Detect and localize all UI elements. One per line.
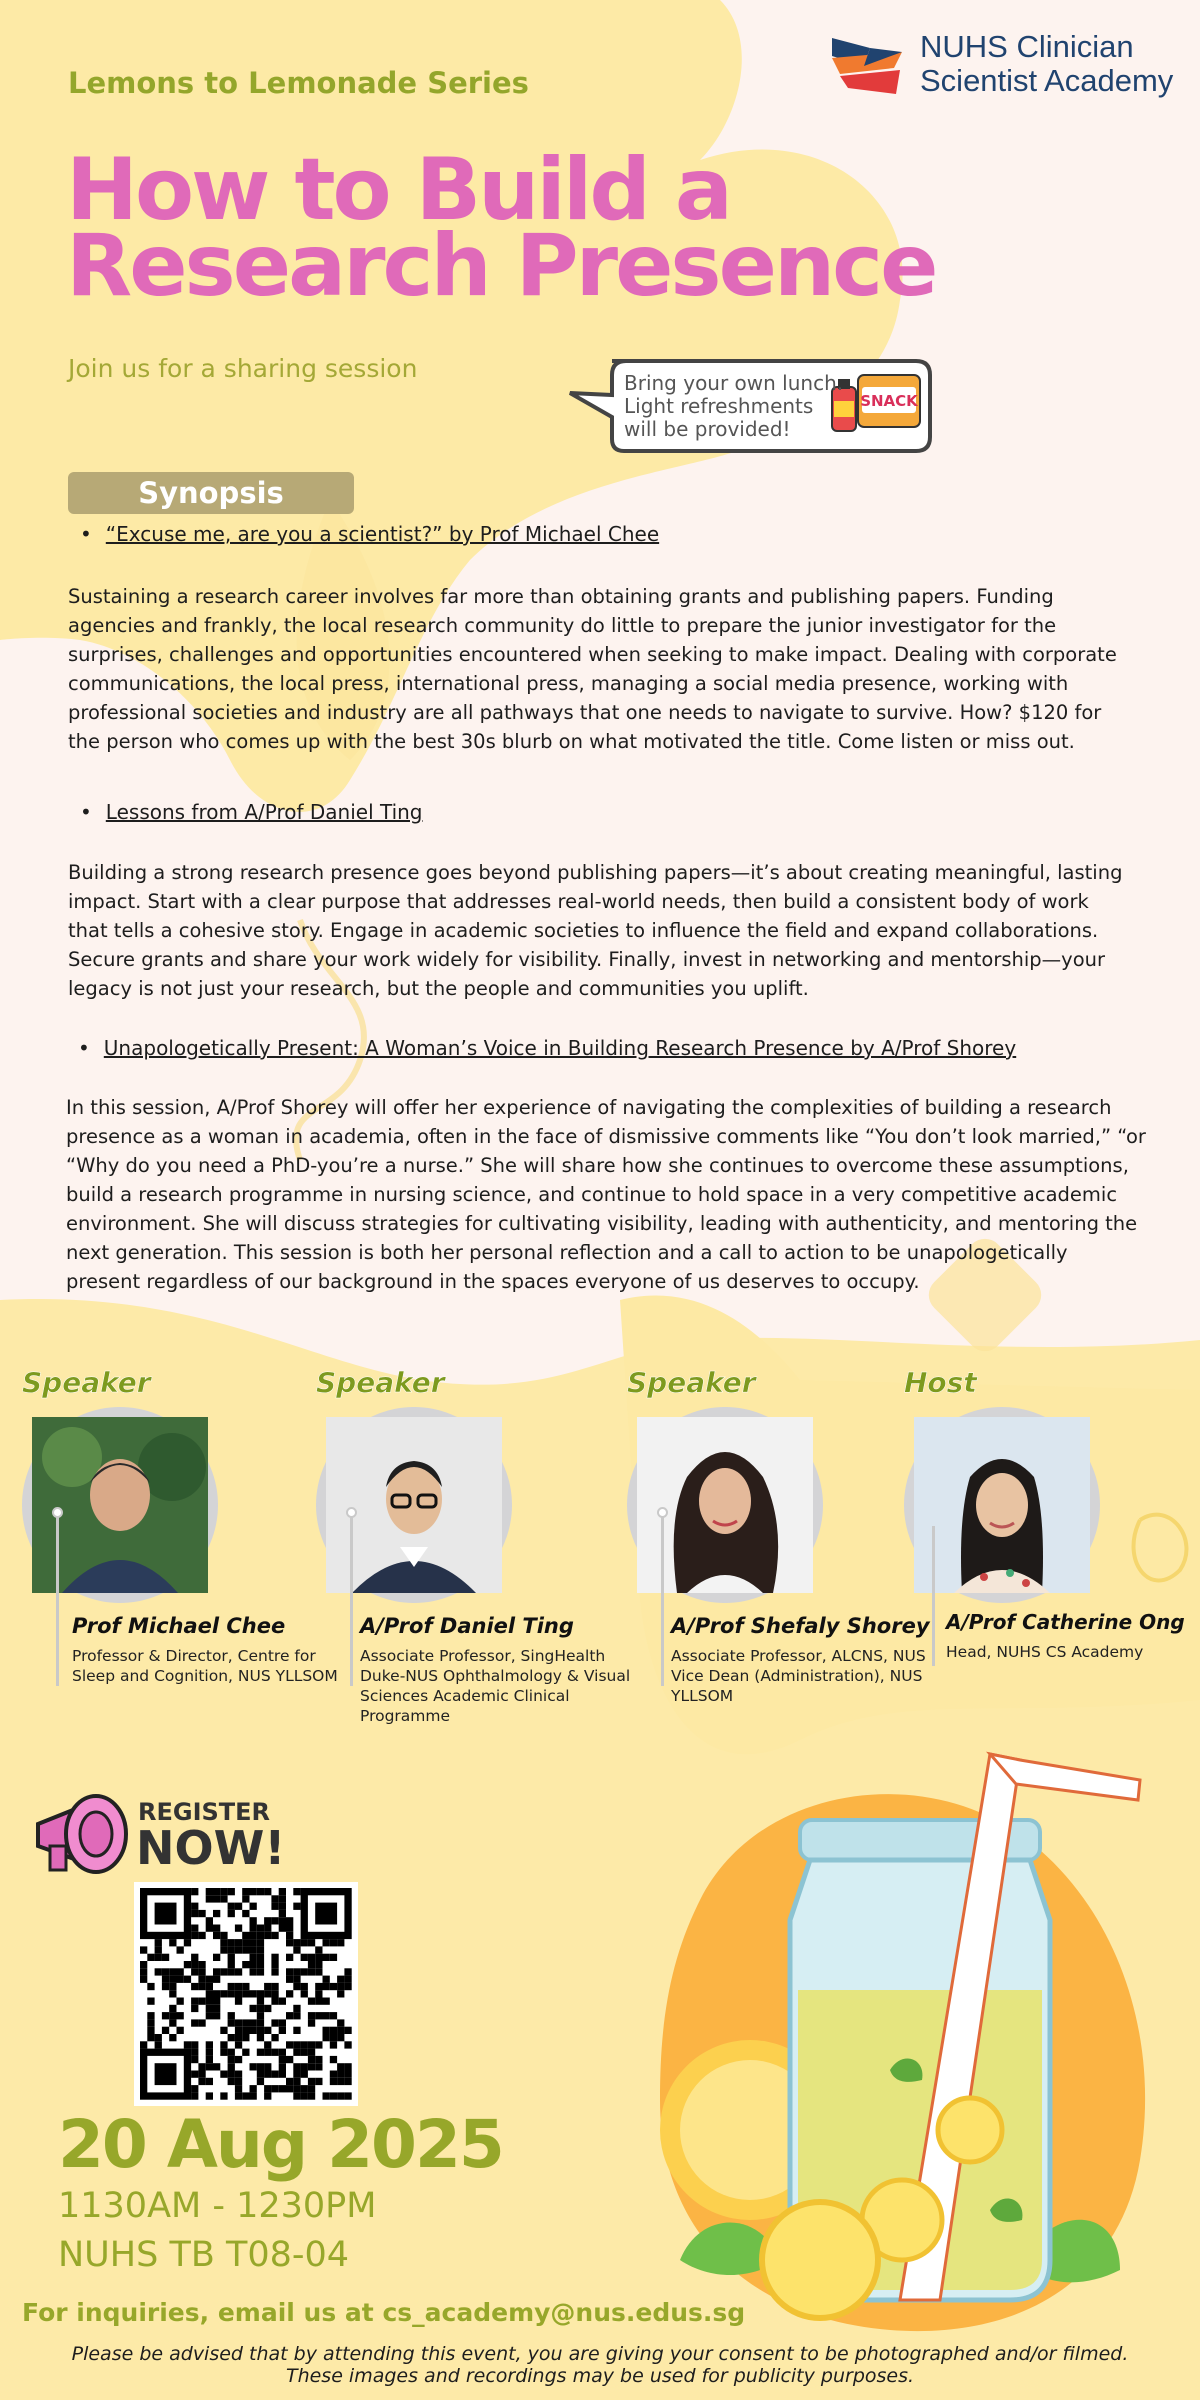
speaker-desc: Professor & Director, Centre for Sleep and Cognition, NUS YLLSOM bbox=[72, 1647, 338, 1685]
speaker-role: Speaker bbox=[627, 1366, 756, 1399]
lemonade-jar-illustration bbox=[640, 1740, 1200, 2360]
event-time: 1130AM - 1230PM bbox=[58, 2186, 377, 2226]
event-date: 20 Aug 2025 bbox=[58, 2106, 503, 2183]
register-now-badge bbox=[28, 1790, 286, 1880]
nuhs-logo bbox=[830, 30, 1190, 110]
inquiry-email[interactable]: For inquiries, email us at cs_academy@nus.edus.sg bbox=[22, 2298, 746, 2327]
svg-text:REGISTER: REGISTER bbox=[138, 1798, 271, 1826]
synopsis-heading-3: • Unapologetically Present: A Woman’s Voice in Building Research Presence by A/Prof Shorey bbox=[78, 1036, 1016, 1060]
speaker-card bbox=[22, 1366, 338, 1736]
event-venue: NUHS TB T08-04 bbox=[58, 2235, 350, 2275]
speaker-desc: Associate Professor, ALCNS, NUS Vice Dean (Administration), NUS YLLSOM bbox=[671, 1647, 926, 1705]
speaker-name: A/Prof Daniel Ting bbox=[360, 1614, 574, 1638]
synopsis-badge: Synopsis bbox=[68, 472, 354, 514]
synopsis-body-1: Sustaining a research career involves far more than obtaining grants and publishing papers. Funding agencies and frankly, the local research community do little to prepare the junior investigator for the surprises, challenges and opportunities encountered when seeking to make impact. Dealing with corporate communications, the local press, international press, managing a social media presence, working with professional societies and industry are all pathways that one needs to navigate to survive. How? $120 for the person who comes up with the best 30s blurb on what motivated the title. Come listen or miss out. bbox=[68, 585, 1117, 753]
title-line-2: Research Presence bbox=[66, 216, 936, 316]
speaker-role: Speaker bbox=[22, 1366, 151, 1399]
host-desc: Head, NUHS CS Academy bbox=[946, 1643, 1144, 1661]
bubble-line-1: Bring your own lunch. bbox=[624, 371, 844, 395]
speaker-card bbox=[627, 1366, 930, 1736]
bubble-line-2: Light refreshments bbox=[624, 394, 814, 418]
consent-line-2: These images and recordings may be used for publicity purposes. bbox=[285, 2365, 915, 2387]
logo-line-1: NUHS Clinician bbox=[920, 29, 1134, 64]
megaphone-icon bbox=[28, 1790, 286, 1880]
bubble-line-3: will be provided! bbox=[624, 417, 791, 441]
synopsis-heading-1: • “Excuse me, are you a scientist?” by Prof Michael Chee bbox=[80, 522, 659, 546]
logo-line-2: Scientist Academy bbox=[920, 63, 1174, 98]
page-title bbox=[66, 140, 966, 316]
registration-qr-code[interactable] bbox=[134, 1882, 358, 2106]
academy-logo-icon bbox=[830, 34, 902, 96]
synopsis-body-2: Building a strong research presence goes beyond publishing papers—it’s about creating meaningful, lasting impact. Start with a clear purpose that addresses real-world needs, then build a consistent body of work that tells a cohesive story. Engage in academic societies to influence the field and expand collaborations. Secure grants and share your work widely for visibility. Finally, invest in networking and mentorship—your legacy is not just your research, but the people and communities you uplift. bbox=[68, 861, 1123, 1000]
portrait-icon bbox=[914, 1417, 1090, 1593]
speaker-desc: Associate Professor, SingHealth Duke-NUS Ophthalmology & Visual Sciences Academic Clinical Programme bbox=[360, 1647, 631, 1725]
snack-bag-icon bbox=[858, 375, 920, 427]
host-name: A/Prof Catherine Ong bbox=[946, 1610, 1185, 1634]
join-text: Join us for a sharing session bbox=[68, 354, 418, 383]
speaker-name: A/Prof Shefaly Shorey bbox=[671, 1614, 930, 1638]
synopsis-body-3: In this session, A/Prof Shorey will offer her experience of navigating the complexities of building a research presence as a woman in academia, often in the face of dismissive comments like “You don’t look married,” “or “Why do you need a PhD-you’re a nurse.” She will share how she continues to overcome these assumptions, build a research programme in nursing science, and continue to hold space in a very competitive academic environment. She will discuss strategies for cultivating visibility, leading with authenticity, and mentoring the next generation. This session is both her personal reflection and a call to action to be unapologetically present regardless of our background in the spaces everyone of us deserves to occupy. bbox=[66, 1096, 1146, 1293]
host-photo bbox=[914, 1417, 1090, 1593]
lemon-slice-icon bbox=[762, 2202, 878, 2318]
series-label: Lemons to Lemonade Series bbox=[68, 66, 529, 100]
synopsis-heading-2: • Lessons from A/Prof Daniel Ting bbox=[80, 800, 423, 824]
lunch-speech-bubble bbox=[566, 355, 936, 457]
svg-text:SNACK: SNACK bbox=[860, 392, 918, 410]
svg-text:NOW!: NOW! bbox=[136, 1821, 286, 1875]
consent-line-1: Please be advised that by attending this event, you are giving your consent to be photographed and/or filmed. bbox=[71, 2343, 1129, 2365]
speaker-card bbox=[316, 1366, 631, 1736]
title-line-1: How to Build a bbox=[66, 140, 730, 240]
host-role: Host bbox=[904, 1366, 977, 1399]
lemon-slice-icon bbox=[938, 2098, 1002, 2162]
host-card bbox=[904, 1366, 1194, 1736]
speaker-name: Prof Michael Chee bbox=[72, 1614, 286, 1638]
speaker-role: Speaker bbox=[316, 1366, 445, 1399]
qr-code-icon bbox=[134, 1882, 358, 2106]
